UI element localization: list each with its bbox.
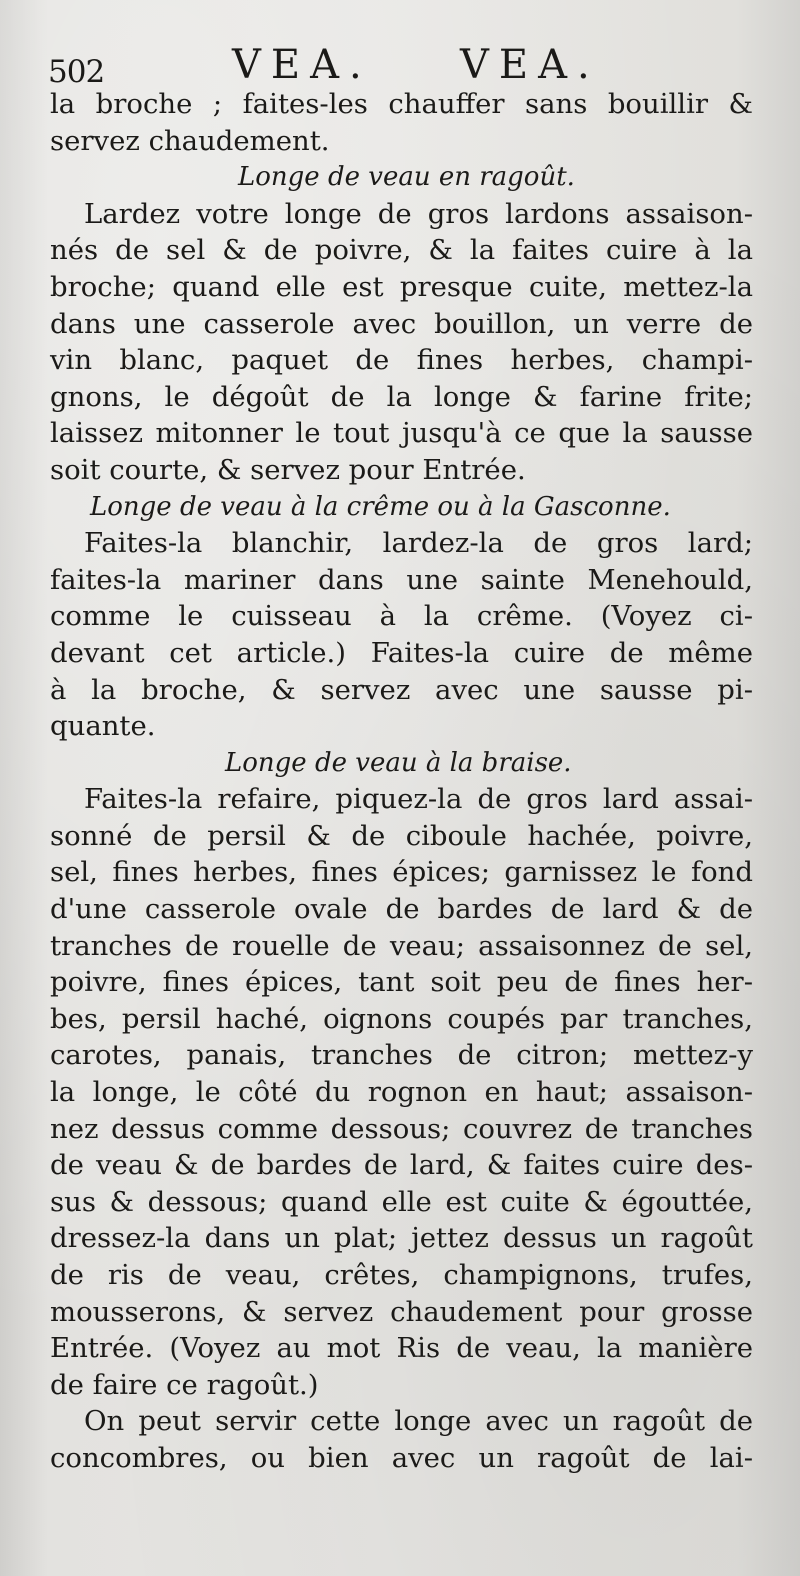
section-title: Longe de veau à la braise. [225, 747, 572, 778]
text-line: comme le cuisseau à la crême. (Voyez ci- [50, 600, 753, 633]
text-line: bes, persil haché, oignons coupés par tranches, [50, 1002, 753, 1035]
text-line: mousserons, & servez chaudement pour grosse [50, 1295, 753, 1328]
text-line: dressez-la dans un plat; jettez dessus un ragoût [50, 1222, 753, 1255]
text-line: devant cet article.) Faites-la cuire de même [50, 636, 753, 669]
text-line: de ris de veau, crêtes, champignons, trufes, [50, 1259, 753, 1291]
running-head-left: VEA. [232, 42, 372, 88]
text-line: soit courte, & servez pour Entrée. [50, 453, 526, 486]
text-line: tranches de rouelle de veau; assaisonnez de sel, [50, 929, 753, 962]
text-line: Faites-la blanchir, lardez-la de gros lard; [84, 527, 753, 560]
text-line: servez chaudement. [50, 124, 330, 157]
page-body [50, 86, 753, 1477]
text-line: Faites-la refaire, piquez-la de gros lard assai- [84, 783, 753, 816]
text-line: d'une casserole ovale de bardes de lard & de [50, 893, 753, 926]
text-line: nez dessus comme dessous; couvrez de tranches [50, 1112, 753, 1145]
text-line: sel, fines herbes, fines épices; garnissez le fond [50, 856, 753, 889]
text-line: On peut servir cette longe avec un ragoût de [84, 1405, 753, 1438]
text-line: sus & dessous; quand elle est cuite & égouttée, [50, 1185, 753, 1218]
running-head-right: VEA. [460, 42, 600, 88]
text-line: laissez mitonner le tout jusqu'à ce que la sausse [50, 417, 753, 450]
text-line: sonné de persil & de ciboule hachée, poivre, [50, 819, 753, 852]
text-line: la longe, le côté du rognon en haut; assaison- [50, 1076, 753, 1109]
text-line: poivre, fines épices, tant soit peu de fines her- [50, 966, 753, 999]
text-line: broche; quand elle est presque cuite, mettez-la [50, 270, 753, 303]
text-line: concombres, ou bien avec un ragoût de lai- [50, 1441, 753, 1474]
text-line: de faire ce ragoût.) [50, 1368, 319, 1401]
text-line: Lardez votre longe de gros lardons assaison- [84, 197, 753, 230]
text-line: carotes, panais, tranches de citron; mettez-y [50, 1039, 753, 1072]
text-line: gnons, le dégoût de la longe & farine frite; [50, 380, 753, 413]
text-line: faites-la mariner dans une sainte Menehould, [50, 563, 753, 596]
text-line: quante. [50, 710, 156, 743]
text-line: dans une casserole avec bouillon, un verre de [50, 307, 753, 340]
text-line: Entrée. (Voyez au mot Ris de veau, la manière [50, 1332, 753, 1365]
text-line: à la broche, & servez avec une sausse pi- [50, 673, 753, 706]
text-line: la broche ; faites-les chauffer sans bouillir & [50, 88, 753, 120]
page-number: 502 [48, 54, 105, 90]
section-title: Longe de veau en ragoût. [238, 162, 575, 193]
section-title: Longe de veau à la crême ou à la Gasconne. [90, 491, 671, 522]
text-line: nés de sel & de poivre, & la faites cuire à la [50, 234, 753, 267]
text-line: vin blanc, paquet de fines herbes, champi- [50, 344, 753, 377]
text-line: de veau & de bardes de lard, & faites cuire des- [50, 1149, 753, 1182]
page-header [0, 38, 800, 88]
